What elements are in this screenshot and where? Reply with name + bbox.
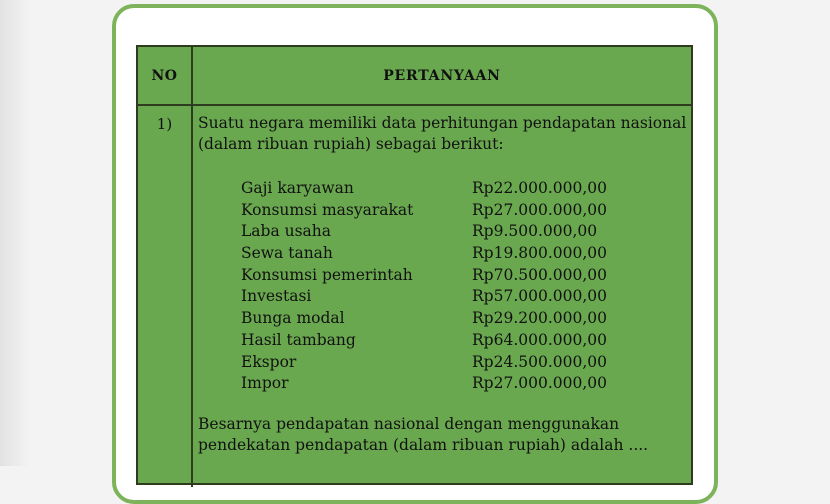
item-label: Gaji karyawan — [241, 179, 354, 197]
item-value: Rp24.500.000,00 — [472, 352, 607, 371]
item-value: Rp27.000.000,00 — [472, 374, 607, 393]
item-label: Ekspor — [241, 352, 297, 371]
header-question: PERTANYAAN — [383, 67, 501, 84]
item-label: Impor — [241, 374, 289, 393]
list-item — [241, 221, 661, 243]
item-label: Investasi — [241, 287, 312, 306]
item-value: Rp57.000.000,00 — [472, 287, 607, 306]
item-value: Rp27.000.000,00 — [472, 200, 607, 219]
question-intro: Suatu negara memiliki data perhitungan pendapatan nasional (dalam ribuan rupiah) sebagai berikut: — [198, 114, 687, 153]
column-divider — [191, 47, 193, 487]
item-label: Bunga modal — [241, 309, 345, 328]
table-header-row — [138, 47, 691, 106]
list-item — [241, 243, 661, 265]
list-item — [241, 265, 661, 287]
question-number: 1) — [156, 115, 173, 133]
question-table — [136, 45, 693, 485]
item-value: Rp19.800.000,00 — [472, 244, 607, 263]
income-data-list — [241, 178, 661, 395]
item-value: Rp64.000.000,00 — [472, 330, 607, 349]
page-edge-shadow — [0, 0, 30, 466]
item-label: Sewa tanah — [241, 244, 333, 263]
item-value: Rp29.200.000,00 — [472, 309, 607, 328]
item-label: Konsumsi pemerintah — [241, 265, 413, 284]
item-value: Rp22.000.000,00 — [472, 179, 607, 197]
list-item — [241, 308, 661, 330]
header-no: NO — [151, 67, 178, 84]
item-value: Rp9.500.000,00 — [472, 222, 598, 241]
list-item — [241, 200, 661, 222]
list-item — [241, 178, 661, 200]
item-label: Laba usaha — [241, 222, 332, 241]
item-label: Konsumsi masyarakat — [241, 200, 414, 219]
list-item — [241, 286, 661, 308]
item-value: Rp70.500.000,00 — [472, 265, 607, 284]
list-item — [241, 373, 661, 395]
list-item — [241, 330, 661, 352]
question-prompt: Besarnya pendapatan nasional dengan menggunakan pendekatan pendapatan (dalam ribuan rupiah) adalah .... — [198, 415, 649, 454]
item-label: Hasil tambang — [241, 330, 356, 349]
list-item — [241, 352, 661, 374]
